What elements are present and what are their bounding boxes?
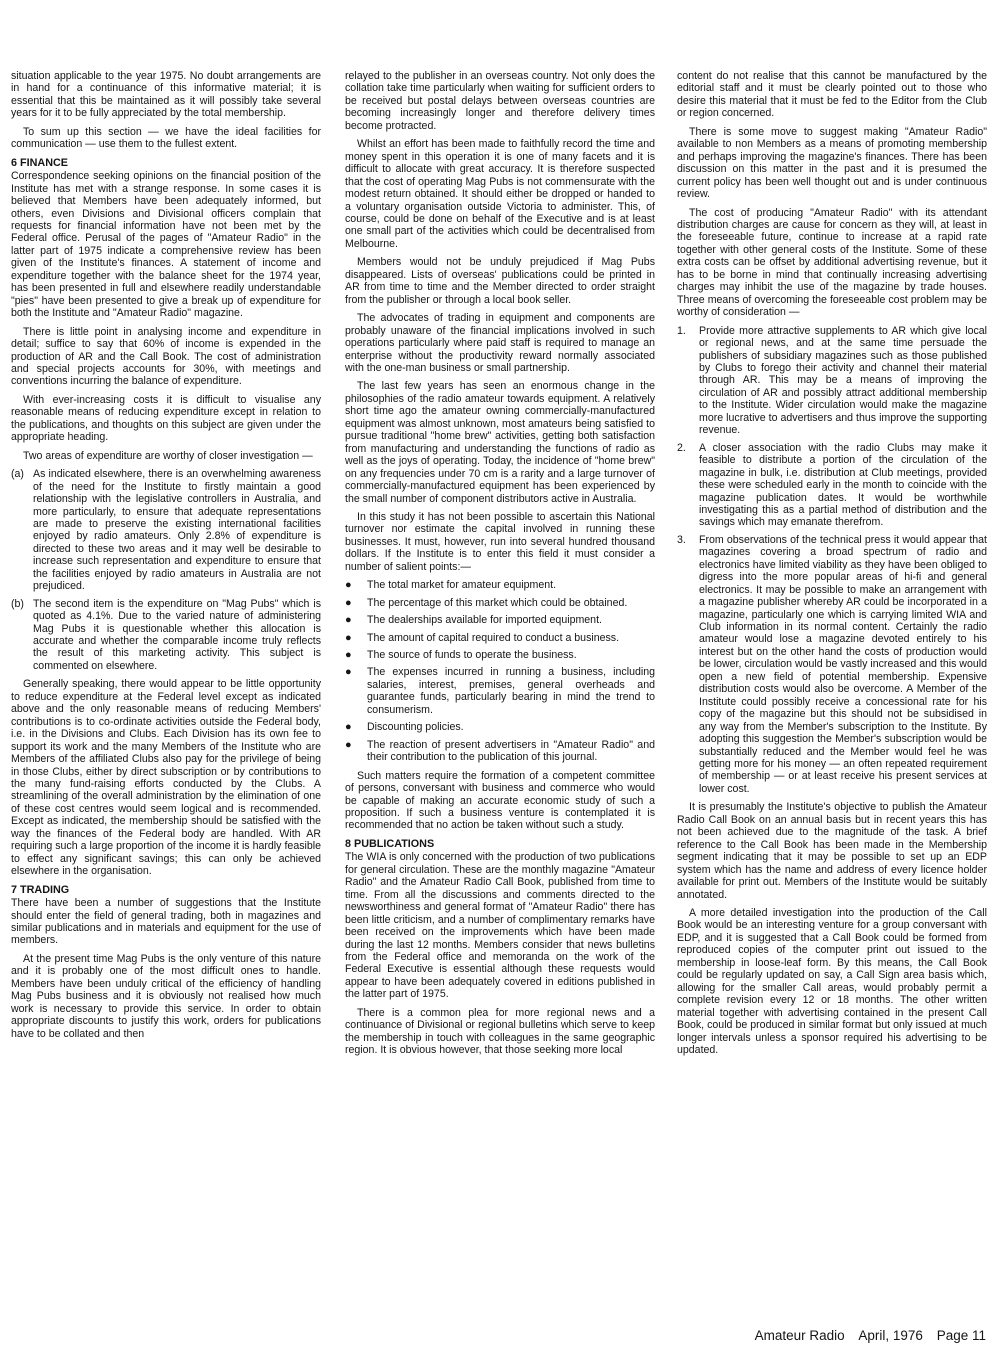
paragraph: situation applicable to the year 1975. No doubt arrangements are in hand for a continuance of this informative material; it is essential that this be maintained as it will possibly take several years for it to be fully appreciated by the total membership.	[11, 70, 321, 120]
paragraph: The cost of producing "Amateur Radio" with its attendant distribution charges are cause for concern as they will, at least in the foreseeable future, continue to increase at a rapid rate together with other general costs of the Institute. Some of these extra costs can be offset by additional advertising revenue, but it has to be borne in mind that continually increasing advertising charges may inhibit the use of the magazine by trade houses. Three means of overcoming the foreseeable cost problem may be worthy of consideration —	[677, 206, 987, 319]
list-item	[677, 442, 987, 529]
list-marker: 3.	[677, 533, 686, 546]
bullet-icon: ●	[345, 596, 352, 609]
list-marker: (b)	[11, 597, 24, 610]
cost-options-list	[677, 325, 987, 796]
paragraph: With ever-increasing costs it is difficult to visualise any reasonable means of reducing expenditure except in relation to the publications, and thoughts on this subject are given under the appropriate heading.	[11, 393, 321, 444]
paragraph: There is some move to suggest making "Amateur Radio" available to non Members as a means of promoting membership and perhaps improving the magazine's finances. There has been discussion on this matter in the past and it is presumed the current policy has been well thought out and is under continuous review.	[677, 125, 987, 201]
footer-issue-date: April, 1976	[858, 1328, 923, 1343]
bullet-icon: ●	[345, 649, 352, 662]
column-left	[11, 70, 321, 1046]
bullet-text: The dealerships available for imported equipment.	[367, 614, 602, 627]
bullet-text: The reaction of present advertisers in "Amateur Radio" and their contribution to the publication of this journal.	[367, 738, 655, 764]
paragraph: Members would not be unduly prejudiced if Mag Pubs disappeared. Lists of overseas' publications could be printed in AR from time to time and the Member directed to order straight from the publisher or through a local book seller.	[345, 256, 655, 306]
bullet-item	[345, 597, 655, 609]
paragraph: The last few years has seen an enormous change in the philosophies of the radio amateur towards equipment. A relatively short time ago the amateur owning commercially-manufactured equipment was almost unknown, most amateurs being satisfied to pursue traditional "home brew" activities, getting both satisfaction from manufacturing and understanding the functions of radio as well as the joys of operating. Today, the incidence of "home brew" on any frequencies under 70 cm is a rarity and a large turnover of commercially-manufactured equipment has been experienced by the small number of component distributors active in Australia.	[345, 380, 655, 505]
bullet-text: Discounting policies.	[367, 721, 464, 734]
column-right	[677, 70, 987, 1062]
page-footer	[745, 1328, 986, 1343]
column-middle	[345, 70, 655, 1063]
list-marker: (a)	[11, 468, 24, 481]
bullet-text: The expenses incurred in running a business, including salaries, interest, premises, general overheads and guarantee funds, particularly bearing in mind the trend to consumerism.	[367, 666, 655, 716]
list-item	[11, 468, 321, 593]
bullet-text: The amount of capital required to conduct a business.	[367, 631, 620, 644]
section-heading-trading: 7 TRADING	[11, 883, 70, 896]
paragraph: In this study it has not been possible to ascertain this National turnover nor estimate the capital involved in running these businesses. It must, however, run into several hundred thousand dollars. If the Institute is to enter this field it must consider a number of salient points:—	[345, 510, 655, 573]
list-item-text: A closer association with the radio Clubs may make it feasible to distribute a portion of the circulation of the magazine in bulk, i.e. distribution at Club meetings, provided these were scheduled early in the month to coincide with the magazine publication dates. It would be worthwhile investigating this as a partial method of distribution and the savings which may emanate therefrom.	[699, 441, 987, 529]
bullet-icon: ●	[345, 721, 352, 734]
paragraph: There have been a number of suggestions that the Institute should enter the field of general trading, both in magazines and similar publications and in materials and equipment for the use of members.	[11, 897, 321, 947]
list-item	[11, 598, 321, 673]
list-item	[677, 534, 987, 796]
list-item-text: Provide more attractive supplements to AR which give local or regional news, and at the same time persuade the publishers of subsidiary magazines such as those published by Clubs to forego their activity and channel their material through AR. This may be a means of improving the circulation of AR and possibly attract additional membership to the Institute. Wider circulation would make the magazine more lucrative to advertisers and thus improve the supporting revenue.	[699, 324, 987, 437]
bullet-item	[345, 579, 655, 591]
paragraph: Correspondence seeking opinions on the financial position of the Institute has met with a strange response. In some cases it is believed that Members have been adequately informed, but others, even Divisions and Divisional officers complain that requests for financial information have not been met by the Federal office. Perusal of the pages of "Amateur Radio" in the latter part of 1975 indicate a comprehensive review has been given of the Institute's finances. A statement of income and expenditure together with the balance sheet for the 1974 year, has been presented in full and elsewhere readily understandable "pies" have been presented to give a break up of expenditure for both the Institute and "Amateur Radio" magazine.	[11, 170, 321, 320]
footer-page-number: Page 11	[936, 1328, 986, 1343]
paragraph: Generally speaking, there would appear to be little opportunity to reduce expenditure at the Federal level except as indicated above and the only reasonable means of reducing Members' contributions is to co-ordinate activities outside the Federal body, i.e. in the Divisions and Clubs. Each Division has its own fee to support its work and the many Members of the Institute who are Members of the affiliated Clubs also pay for the privilege of being in those Clubs, either by direct subscription or by contributions to the many fund-raising efforts conducted by the Clubs. A streamlining of the overall administration by the elimination of one of these cost centres would seem logical and is recommended. Except as indicated, the membership should be satisfied with the way the finances of the Federal body are handled. With AR requiring such a large proportion of the income it is hardly feasible to effect any significant savings; this can only be achieved elsewhere in the organisation.	[11, 678, 321, 878]
bullet-icon: ●	[345, 631, 352, 644]
section-heading-finance: 6 FINANCE	[11, 156, 68, 169]
bullet-item	[345, 721, 655, 733]
list-item-text: From observations of the technical press it would appear that magazines covering a broad spectrum of radio and electronics have limited viability as they have been obliged to digress into the more popular areas of hi-fi and general electronics. It may be possible to make an arrangement with a magazine publisher whereby AR could be incorporated in a magazine, particularly one which is carrying limited WIA and Club information in its normal content. Certainly the radio amateur would lose a magazine devoted entirely to his interest but on the other hand the costs of production would be lower, circulation would be vastly increased and this would open a new field of potential membership. Expensive distribution costs would also be overcome. A Member of the Institute could possibly receive a concessional rate for his copy of the magazine but this should not be subsidised in any way from the Member's subscription to the Institute. By adopting this suggestion the Member's subscription would be substantially reduced and the Member would feel he was getting more for his money — an often repeated requirement of membership — or at least receive his present services at lower cost.	[699, 533, 987, 795]
bullet-text: The source of funds to operate the business.	[367, 649, 577, 662]
paragraph: It is presumably the Institute's objective to publish the Amateur Radio Call Book on an annual basis but in recent years this has not been achieved due to the magnitude of the task. A brief reference to the Call Book has been made in the Membership segment indicating that it may be possible to set up an EDP system which has the name and address of every licence holder available for print out. Members of the Institute would be suitably annotated.	[677, 801, 987, 901]
paragraph: A more detailed investigation into the production of the Call Book would be an interesting venture for a group conversant with EDP, and it is suggested that a Call Book could be formed from reproduced copies of the computer print out issued to the membership in loose-leaf form. By this means, the Call Book could be regularly updated on say, a Call Sign area basis which, allowing for the smaller Call areas, would probably permit a complete revision every 12 or 18 months. The other written material together with advertising contained in the present Call Book, could be produced in similar format but only issued at much longer intervals unless a sponsor required his advertising to be updated.	[677, 907, 987, 1056]
bullet-text: The percentage of this market which could be obtained.	[367, 596, 628, 609]
bullet-icon: ●	[345, 738, 352, 751]
paragraph: Whilst an effort has been made to faithfully record the time and money spent in this operation it is one of many facets and it is difficult to allocate with great accuracy. It is therefore suspected that the cost of operating Mag Pubs is not commensurate with the modest return obtained. It should either be dropped or handed to a voluntary organisation outside Victoria to administer. This, of course, could be done on behalf of the Executive and is at least one small part of the activities which could be decentralised from Melbourne.	[345, 138, 655, 250]
paragraph: content do not realise that this cannot be manufactured by the editorial staff and it must be clearly pointed out to those who desire this material that it must be fed to the Editor from the Club or region concerned.	[677, 70, 987, 120]
bullet-item	[345, 739, 655, 764]
list-item	[677, 325, 987, 437]
bullet-item	[345, 614, 655, 626]
paragraph: relayed to the publisher in an overseas country. Not only does the collation take time particularly when waiting for sufficient orders to be received but postal delays between overseas countries are becoming increasingly longer and therefore delivery times become protracted.	[345, 70, 655, 132]
paragraph: Such matters require the formation of a competent committee of persons, conversant with business and commerce who would be capable of making an accurate economic study of such a proposition. If such a business venture is contemplated it is recommended that no action be taken without such a study.	[345, 769, 655, 832]
paragraph: To sum up this section — we have the ideal facilities for communication — use them to the fullest extent.	[11, 125, 321, 151]
bullet-icon: ●	[345, 666, 352, 679]
paragraph: There is a common plea for more regional news and a continuance of Divisional or regional bulletins which serve to keep the membership in touch with colleagues in the same geographic region. It is obvious however, that those seeking more local	[345, 1006, 655, 1057]
section-heading-publications: 8 PUBLICATIONS	[345, 837, 435, 850]
list-marker: 2.	[677, 441, 686, 454]
paragraph: The advocates of trading in equipment and components are probably unaware of the financial implications involved in such operations particularly where paid staff is required to manage an enterprise without the productivity reward normally associated with the one-man business or small partnership.	[345, 312, 655, 374]
paragraph: There is little point in analysing income and expenditure in detail; suffice to say that 60% of income is expended in the production of AR and the Call Book. The cost of administration and special projects accounts for 30%, with meetings and conventions incurring the balance of expenditure.	[11, 325, 321, 388]
footer-magazine-title: Amateur Radio	[754, 1328, 845, 1343]
paragraph: Two areas of expenditure are worthy of closer investigation —	[23, 449, 313, 462]
salient-points-list	[345, 579, 655, 763]
bullet-item	[345, 666, 655, 716]
bullet-icon: ●	[345, 614, 352, 627]
list-item-text: As indicated elsewhere, there is an overwhelming awareness of the need for the Institute to firstly maintain a good relationship with the legislative controllers in Australia, and more particularly, to ensure that adequate representations are made to preserve the existing international facilities enjoyed by radio amateurs. Only 2.8% of expenditure is directed to these two areas and it may well be desirable to increase such representation and expenditure to ensure that the facilities enjoyed by radio amateurs in Australia are not prejudiced.	[33, 468, 321, 593]
paragraph: At the present time Mag Pubs is the only venture of this nature and it is probably one of the most difficult ones to handle. Members have been unduly critical of the efficiency of handling Mag Pubs business and it is obviously not realised how much work is necessary to provide this service. In order to obtain appropriate discounts to justify this work, orders for publications have to be collated and then	[11, 952, 321, 1040]
bullet-text: The total market for amateur equipment.	[367, 579, 557, 592]
paragraph: The WIA is only concerned with the production of two publications for general circulation. These are the monthly magazine "Amateur Radio" and the Amateur Radio Call Book, published from time to time. From all the discussions and comments directed to the newsworthiness and general format of "Amateur Radio" there has been little criticism, and a number of complimentary remarks have been received on the improvements which have been made during the last 12 months. Members consider that news bulletins from the Federal office and memoranda on the work of the Federal Executive is essential although these requests would appear to have been adequately covered in editions published in the latter part of 1975.	[345, 851, 655, 1001]
list-item-text: The second item is the expenditure on "Mag Pubs" which is quoted as 4.1%. Due to the varied nature of administering Mag Pubs it is questionable whether this allocation is accurate and whether the comparable income truly reflects the result of this marketing activity. This subject is commented on elsewhere.	[33, 597, 321, 672]
bullet-item	[345, 649, 655, 661]
expenditure-list	[11, 468, 321, 672]
bullet-icon: ●	[345, 579, 352, 592]
list-marker: 1.	[677, 324, 686, 337]
bullet-item	[345, 632, 655, 644]
